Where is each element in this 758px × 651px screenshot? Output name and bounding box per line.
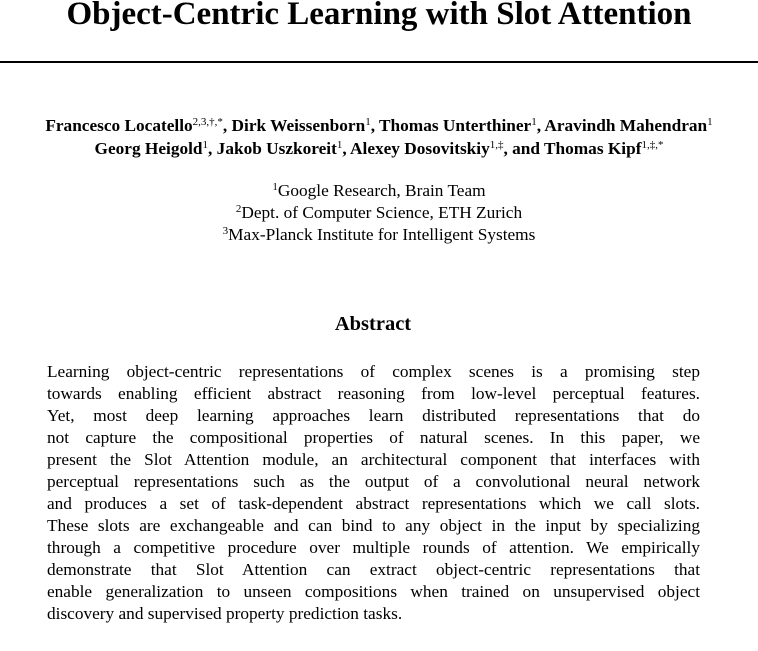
author-affiliation-marker: 1 bbox=[365, 116, 371, 128]
affiliation-text: Dept. of Computer Science, ETH Zurich bbox=[241, 203, 523, 222]
abstract-line: discovery and supervised property prediction tasks. bbox=[47, 604, 403, 623]
author-affiliation-marker: 1 bbox=[531, 116, 537, 128]
title-rule bbox=[0, 61, 758, 63]
abstract-line: enable generalization to unseen compositions when trained on unsupervised object bbox=[47, 582, 700, 601]
author-name: Aravindh Mahendran bbox=[544, 116, 708, 135]
abstract-body bbox=[47, 361, 700, 625]
author-separator: , bbox=[208, 139, 217, 158]
author-name: Thomas Unterthiner bbox=[379, 116, 532, 135]
abstract-line: perceptual representations such as the output of a convolutional neural network bbox=[47, 472, 700, 491]
affiliation-marker: 2 bbox=[235, 203, 242, 215]
abstract-line: demonstrate that Slot Attention can extract object-centric representations that bbox=[47, 560, 700, 579]
author-name: Georg Heigold bbox=[94, 139, 203, 158]
author-line-2 bbox=[0, 137, 758, 160]
abstract-line: Yet, most deep learning approaches learn distributed representations that do bbox=[47, 406, 700, 425]
abstract-line: not capture the compositional properties of natural scenes. In this paper, we bbox=[47, 428, 700, 447]
affiliation-text: Google Research, Brain Team bbox=[277, 181, 486, 200]
author-affiliation-marker: 1 bbox=[202, 139, 209, 151]
author-name: Dirk Weissenborn bbox=[231, 116, 366, 135]
author-separator: , bbox=[222, 116, 232, 135]
author-affiliation-marker: 1 bbox=[707, 116, 713, 128]
abstract-line: Learning object-centric representations of complex scenes is a promising step bbox=[47, 362, 700, 381]
author-separator: , bbox=[342, 139, 351, 158]
author-name: Alexey Dosovitskiy bbox=[350, 139, 490, 158]
affiliation-item bbox=[0, 180, 758, 202]
abstract-line: and produces a set of task-dependent abstract representations which we call slots. bbox=[47, 494, 700, 513]
abstract-line: These slots are exchangeable and can bind to any object in the input by specializing bbox=[47, 516, 700, 535]
author-separator: , bbox=[536, 116, 545, 135]
abstract-heading: Abstract bbox=[334, 313, 412, 335]
affiliation-list bbox=[0, 180, 758, 246]
author-list bbox=[0, 114, 758, 160]
affiliation-marker: 3 bbox=[222, 225, 229, 237]
affiliation-item bbox=[0, 202, 758, 224]
paper-title: Object-Centric Learning with Slot Attention bbox=[66, 0, 692, 32]
affiliation-item bbox=[0, 224, 758, 246]
author-affiliation-marker: 2,3,†,* bbox=[192, 116, 223, 128]
author-name: Francesco Locatello bbox=[45, 116, 193, 135]
author-affiliation-marker: 1,‡ bbox=[489, 139, 504, 151]
author-name: Jakob Uszkoreit bbox=[216, 139, 337, 158]
abstract-line: towards enabling efficient abstract reasoning from low-level perceptual features. bbox=[47, 384, 700, 403]
author-affiliation-marker: 1 bbox=[336, 139, 343, 151]
author-separator: , and bbox=[503, 139, 544, 158]
author-line-1 bbox=[0, 114, 758, 137]
abstract-line: present the Slot Attention module, an architectural component that interfaces with bbox=[47, 450, 700, 469]
author-affiliation-marker: 1,‡,* bbox=[641, 139, 664, 151]
affiliation-text: Max-Planck Institute for Intelligent Systems bbox=[228, 225, 536, 244]
abstract-line: through a competitive procedure over multiple rounds of attention. We empirically bbox=[47, 538, 700, 557]
author-name: Thomas Kipf bbox=[544, 139, 642, 158]
author-separator: , bbox=[370, 116, 380, 135]
affiliation-marker: 1 bbox=[272, 181, 278, 193]
